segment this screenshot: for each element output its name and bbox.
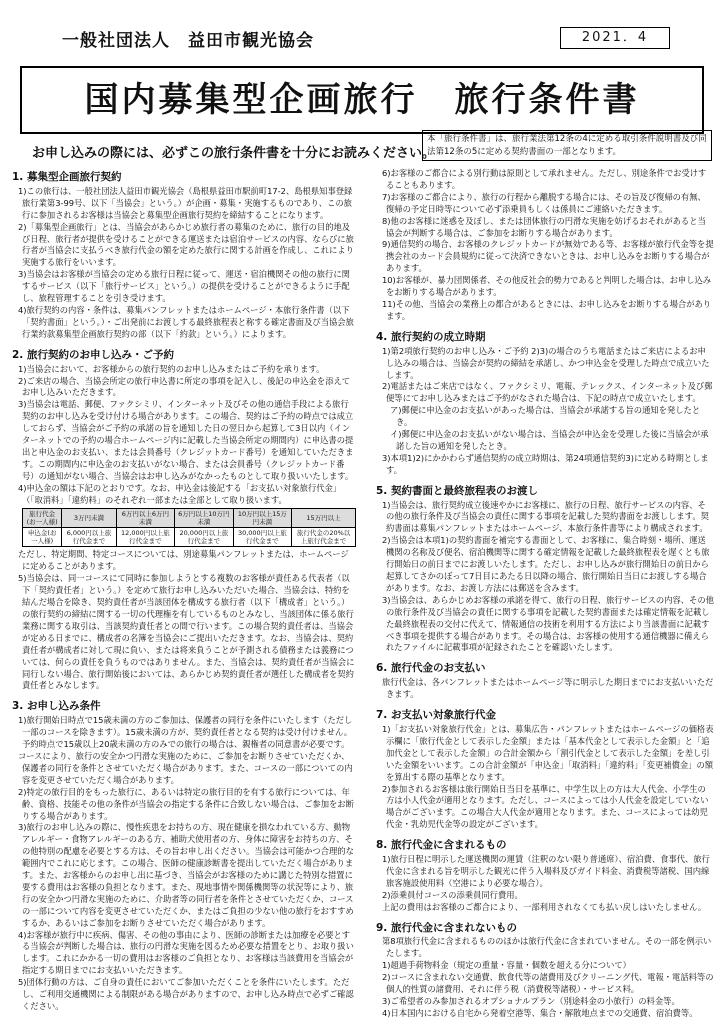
paragraph: 4)旅行契約の内容・条件は、募集パンフレットまたはホームページ・本旅行条件書（以下「契約書面」という。）・ご出発前にお渡しする最終旅程表と称する確定書面及び当協会旅行業約款募集型企画旅行契約の部（以下「約款」という。）によります。 <box>18 304 354 339</box>
section-heading: 6. 旅行代金のお支払い <box>376 662 486 675</box>
organization-name: 一般社団法人 益田市観光協会 <box>62 31 314 51</box>
paragraph: 2)参加されるお客様は旅行開始日当日を基準に、中学生以上の方は大人代金、小学生の方は小人代金が適用となります。ただし、コースによっては小人代金を設定していない場合がございます。この場合大人代金が適用となります。また、コースによっては幼児代金・乳幼児代金等の設定がございます。 <box>382 783 709 830</box>
paragraph: 第8項旅行代金に含まれるもののほかは旅行代金に含まれていません。その一部を例示いたします。 <box>382 936 712 959</box>
paragraph: 2)添乗員付コースの添乗員同行費用。 <box>382 889 523 900</box>
paragraph: ただし、特定期間、特定コースについては、別途募集パンフレットまたは、ホームページに定めることがあります。 <box>18 549 349 572</box>
right-column <box>376 168 714 1020</box>
section-heading: 3. お申し込み条件 <box>12 700 101 713</box>
issue-date: 2021．4 <box>560 27 670 49</box>
paragraph: コースにより、旅行の安全かつ円滑な実施のために、ご参加をお断りさせていただくか、保護者の同行を条件とさせていただく場合があります。また、コースの一部についての内容を変更させていただく場合があります。 <box>18 750 353 785</box>
table-cell: 20,000円以上旅行代金まで <box>175 528 233 547</box>
paragraph: 6)お客様のご都合による別行動は原則として承れません。ただし、別途条件でお受けすることもあります。 <box>382 168 707 190</box>
paragraph: 1)旅行日程に明示した運送機関の運賃（注釈のない限り普通席）、宿泊費、食事代、旅行代金に含まれる旨を明示した観光に伴う入場料及びガイド料金、消費税等諸税、国内線旅客施設使用料（空港により必要な場合）。 <box>382 854 710 888</box>
paragraph: 10)お客様が、暴力団関係者、その他反社会的勢力であると判明した場合は、お申し込みをお断りする場合があります。 <box>382 275 712 298</box>
table-cell: 6,000円以上旅行代金まで <box>62 528 116 547</box>
paragraph: 4)お客様が旅行中に疾病、傷害、その他の事由により、医師の診断または加療を必要とする当協会が判断した場合は、旅行の円滑な実施を図るため必要な措置をとり、お取り扱いします。これにかかる一切の費用はお客様のご負担となり、お客様は当該費用を当協会が指定する期日までにお支払いいただきます。 <box>18 929 354 976</box>
section-heading: 8. 旅行代金に含まれるもの <box>376 839 507 852</box>
table-cell: 旅行代金の20%以上旅行代金まで <box>292 528 356 547</box>
paragraph: 4)日本国内における自宅から発着空港等、集合・解散地点までの交通費、宿泊費等。 <box>382 1007 698 1018</box>
section-heading: 4. 旅行契約の成立時期 <box>376 330 486 343</box>
table-cell: 15万円以上 <box>292 509 356 528</box>
paragraph: 11)その他、当協会の業務上の都合があるときには、お申し込みをお断りする場合があります。 <box>382 298 712 321</box>
paragraph: 3)当協会は電話、郵便、ファクシミリ、インターネット及びその他の通信手段による旅行契約のお申し込みを受け付ける場合があります。この場合、契約はご予約の時点では成立しておらず、当協会がご予約の承諾の旨を通知した日の翌日から起算して3日以内（インターネットでの予約の場合ホームページ内に記載した当協会所定の期間内）に申込書の提出と申込金のお支払い、または会員番号（クレジットカード番号）を通知していただきます。この期間内に申込金のお支払いがない場合、または会員番号（クレジットカード番号）の通知がない場合、当協会はお申し込みがなかったものとして取り扱いいたします。 <box>18 399 354 481</box>
paragraph: 5)当協会は、同一コースにて同時に参加しようとする複数のお客様が責任ある代表者（以下「契約責任者」という。）を定めて旅行お申し込みいただいた場合、当協会は、特約を結んだ場合を除き、契約責任者が当該団体を構成する旅行者（以下「構成者」という。）の旅行契約の締結に関する一切の代理権を有しているものとみなし、当該団体に係る旅行業務に関する取引は、当該契約責任者との間で行います。この場合契約責任者は、当協会が定める日までに、構成者の名簿を当協会にご提出いただきます。なお、当協会は、契約責任者が構成者に対して現に負い、または将来負うことが予測される債務または義務については、何らの責任を負うものではありません。また、当協会は、契約責任者が当協会に同行しない場合、旅行開始後においては、あらかじめ契約責任者が選任した構成者を契約責任者とみなします。 <box>18 573 355 691</box>
left-column <box>12 168 356 1013</box>
section-heading: 2. 旅行契約のお申し込み・ご予約 <box>12 348 174 361</box>
paragraph: 2)「募集型企画旅行」とは、当協会があらかじめ旅行者の募集のために、旅行の目的地及び日程、旅行者が提供を受けることができる運送または宿泊サービスの内容、ならびに旅行者が当協会に支払うべき旅行代金の額を定めた旅行に関する計画を作成し、これにより実施する旅行をいいます。 <box>18 221 354 268</box>
section-heading: 7. お支払い対象旅行代金 <box>376 709 496 722</box>
table-cell: 申込金(お一人様) <box>23 528 62 547</box>
paragraph: 3)旅行のお申し込みの際に、慢性疾患をお持ちの方、現在健康を損なわれている方、動物アレルギー・食物アレルギーのある方、補助犬使用者の方、身体に障害をお持ちの方、その他特別の配慮を必要とする方は、その旨お申し出ください。当協会は可能かつ合理的な範囲内でこれに応じます。この場合、医師の健康診断書を提出していただく場合があります。また、お客様からのお申し出に基づき、当協会がお客様のために講じた特別な措置に要する費用はお客様の負担となります。また、現地事情や関係機関等の状況等により、旅行の安全かつ円滑な実施のために、介助者等の同行者を条件とさせていただくか、コースの一部について内容を変更させていただくか、またはご負担の少ない他の旅行をおすすめするか、あるいはご参加をお断りさせていただく場合があります。 <box>18 822 354 928</box>
paragraph: 5)団体行動の方は、ご自身の責任においてご参加いただくことを条件にいたします。ただし、ご利用交通機関による制限がある場合がありますので、お申し込み時点で必ずご確認ください。 <box>18 977 354 1011</box>
section-heading: 1. 募集型企画旅行契約 <box>12 171 122 183</box>
paragraph: 7)お客様のご都合により、旅行の行程から離脱する場合には、その旨及び復帰の有無、復帰の予定日時等について必ず添乗員もしくは係員にご連絡いただきます。 <box>382 191 706 214</box>
paragraph: 2)当協会は本項1)の契約書面を補完する書面として、お客様に、集合時刻・場所、運送機関の名称及び便名、宿泊機関等に関する確定情報を記載した最終旅程表を遅くとも旅行開始日の前日までにお渡しいたします。ただし、お申し込みが旅行開始日の前日から起算してさかのぼって7日目にあたる日以降の場合、旅行開始日当日にお渡しする場合があります。なお、お渡し方法には郵送を含みます。 <box>382 535 710 593</box>
section-heading: 5. 契約書面と最終旅程表のお渡し <box>376 484 538 497</box>
paragraph: 3)ご希望者のみ参加されるオプショナルプラン（別途料金の小旅行）の料金等。 <box>382 996 680 1006</box>
paragraph: 1)当協会は、旅行契約成立後速やかにお客様に、旅行の日程、旅行サービスの内容、その他の旅行条件及び当協会の責任に関する事項を記載した契約書面をお渡しします。契約書面は募集パンフレットまたはホームページ、本旅行条件書等により構成されます。 <box>382 499 709 534</box>
legal-note: 本「旅行条件書」は、旅行業法第12条の4に定める取引条件説明書及び同法第12条の5に定める契約書面の一部となります。 <box>422 130 712 161</box>
paragraph: 1)この旅行は、一般社団法人益田市観光協会（島根県益田市駅前町17-2、島根県知事登録旅行業第3-99号、以下「当協会」という。）が企画・募集・実施するものであり、この旅行に参加されるお客様は当協会と募集型企画旅行契約を締結することになります。 <box>18 185 353 220</box>
paragraph: イ)郵便に申込金のお支払いがない場合は、当協会が申込金を受理した後に当協会が承諾した旨の通知を発したとき。 <box>390 429 709 451</box>
paragraph: 1)旅行開始日時点で15歳未満の方のご参加は、保護者の同行を条件にいたします（ただし一部のコースを除きます）。15歳未満の方が、契約責任者となる契約は受け付けません。予約時点で15歳以上20歳未満の方のみでの旅行の場合は、親権者の同意書が必要です。 <box>18 715 353 750</box>
paragraph: 旅行代金は、各パンフレットまたはホームページ等に明示した期日までにお支払いいただきます。 <box>382 677 714 700</box>
table-cell: 6万円以上6万円未満 <box>116 509 174 528</box>
section-heading: 9. 旅行代金に含まれないもの <box>376 921 517 934</box>
paragraph: 2)特定の旅行目的をもった旅行に、あるいは特定の旅行目的を有する旅行については、年齢、資格、技能その他の条件が当協会の指定する条件に合致しない場合は、ご参加をお断りする場合があります。 <box>18 786 354 821</box>
paragraph: ア)郵便に申込金のお支払いがあった場合は、当協会が承諾する旨の通知を発したとき。 <box>390 405 701 428</box>
page-title: 国内募集型企画旅行 旅行条件書 <box>20 66 704 134</box>
paragraph: 1)当協会において、お客様からの旅行契約のお申し込みまたはご予約を承ります。 <box>18 363 325 374</box>
intro-text: お申し込みの際には、必ずこの旅行条件書を十分にお読みください。 <box>32 146 436 161</box>
paragraph: 2)電話またはご来店ではなく、ファクシミリ、電報、テレックス、インターネット及び郵便等にてお申し込みまたはご予約がなされた場合は、下記の時点で成立いたします。 <box>382 381 713 404</box>
paragraph: 4)申込金の額は下記のとおりです。なお、申込金は後記する「お支払い対象旅行代金」（「取消料」「違約料」のそれぞれ一部または全部として取り扱います。 <box>18 482 342 505</box>
table-cell: 10万円以上15万円未満 <box>233 509 291 528</box>
paragraph: 2)コースに含まれない交通費、飲食代等の諸費用及びクリーニング代、電報・電話料等の個人的性質の諸費用、それに伴う税（消費税等諸税）・サービス料。 <box>382 972 714 995</box>
paragraph: 9)通信契約の場合、お客様のクレジットカードが無効である等、お客様が旅行代金等を提携会社のカード会員規約に従って決済できないときは、お申し込みをお断りする場合があります。 <box>382 239 714 274</box>
paragraph: 2)ご来店の場合、当協会所定の旅行申込書に所定の事項を記入し、後記の申込金を添えてお申し込みいただきます。 <box>18 375 351 398</box>
paragraph: 上記の費用はお客様のご都合により、一部利用されなくても払い戻しはいたしません。 <box>382 901 707 912</box>
table-cell: 6万円以上10万円未満 <box>175 509 233 528</box>
paragraph: 8)他のお客様に迷惑を及ぼし、または団体旅行の円滑な実施を妨げるおそれがあると当協会が判断する場合は、ご参加をお断りする場合があります。 <box>382 215 706 238</box>
table-cell: 旅行代金(お一人様) <box>23 509 62 528</box>
table-cell: 12,000円以上旅行代金まで <box>116 528 174 547</box>
paragraph: 3)当協会はお客様が当協会の定める旅行日程に従って、運送・宿泊機関その他の旅行に関するサービス（以下「旅行サービス」という。）の提供を受けることができるように手配し、旅程管理することを引き受けます。 <box>18 269 350 304</box>
paragraph: 1)第2項旅行契約のお申し込み・ご予約 2)3)の場合のうち電話またはご来店によるお申し込みの場合は、当協会が契約の締結を承諾し、かつ申込金を受理した時点で成立いたします。 <box>382 345 710 380</box>
table-cell: 30,000円以上旅行代金まで <box>233 528 291 547</box>
paragraph: 1)超過手荷物料金（規定の重量・容量・個数を超える分について） <box>382 960 631 971</box>
paragraph: 3)当協会は、あらかじめお客様の承諾を得て、旅行の日程、旅行サービスの内容、その他の旅行条件及び当協会の責任に関する事項を記載した契約書面または確定情報を記載した最終旅程表の交付に代えて、情報通信の技術を利用する方法により当該書面に記載すべき事項を提供する場合があります。その場合は、お客様の使用する通信機器に備えられたファイルに記載事項が記録されたことを確認いたします。 <box>382 594 714 653</box>
paragraph: 1)「お支払い対象旅行代金」とは、募集広告・パンフレットまたはホームページの価格表示欄に「旅行代金として表示した金額」または「基本代金として表示した金額」と「追加代金として表示した金額」の合計金額から「割引代金として表示した金額」を差し引いた金額をいいます。この合計金額が「申込金」「取消料」「違約料」「変更補償金」の額を算出する際の基準となります。 <box>382 723 714 782</box>
table-cell: 3万円未満 <box>62 509 116 528</box>
deposit-table <box>22 508 356 547</box>
paragraph: 3)本項1)2)にかかわらず通信契約の成立時期は、第24項通信契約3)に定める時期とします。 <box>382 452 709 475</box>
